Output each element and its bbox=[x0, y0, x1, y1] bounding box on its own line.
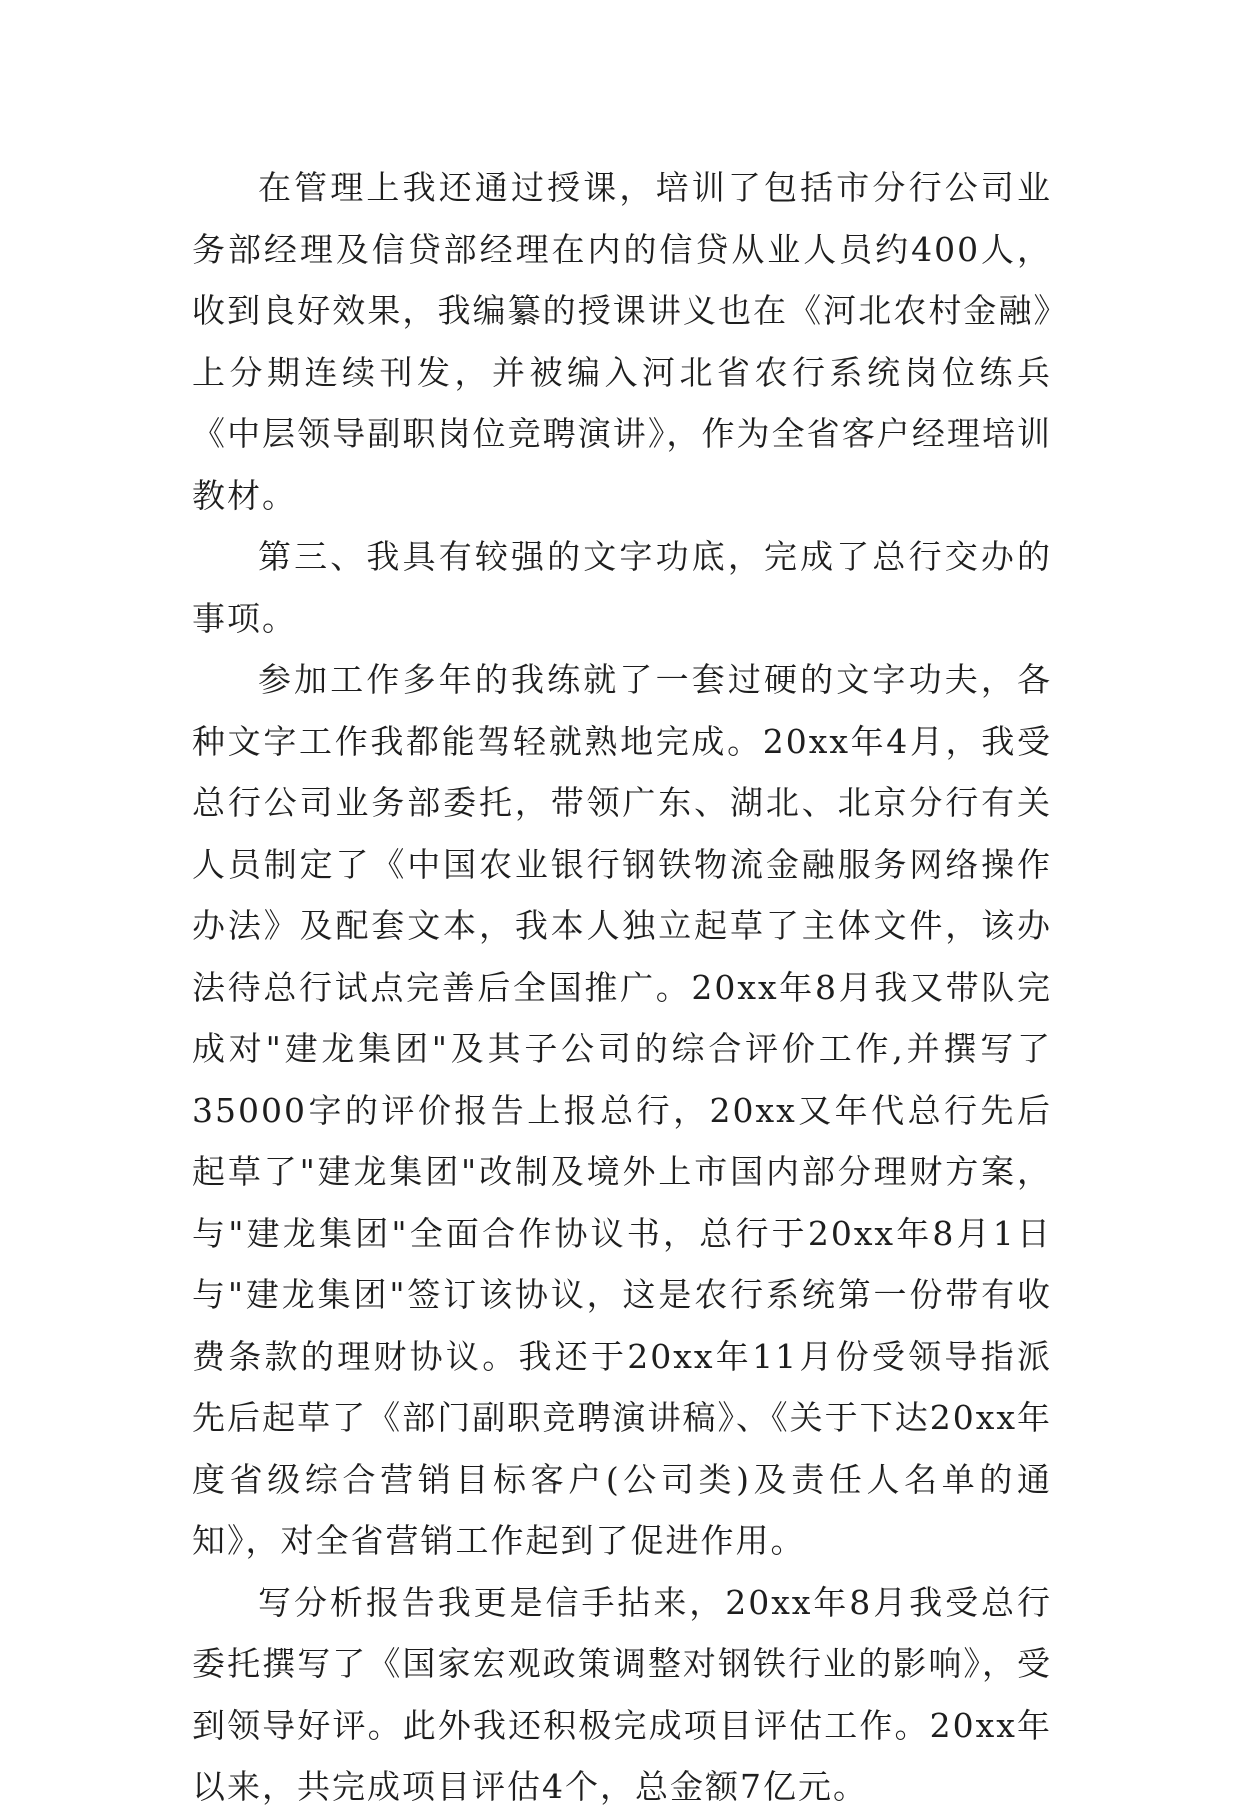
paragraph-writing-work: 参加工作多年的我练就了一套过硬的文字功夫，各种文字工作我都能驾轻就熟地完成。20xx年4月，我受总行公司业务部委托，带领广东、湖北、北京分行有关人员制定了《中国农业银行钢铁物流金融服务网络操作办法》及配套文本，我本人独立起草了主体文件，该办法待总行试点完善后全国推广。20xx年8月我又带队完成对"建龙集团"及其子公司的综合评价工作,并撰写了35000字的评价报告上报总行，20xx又年代总行先后起草了"建龙集团"改制及境外上市国内部分理财方案，与"建龙集团"全面合作协议书，总行于20xx年8月1日与"建龙集团"签订该协议，这是农行系统第一份带有收费条款的理财协议。我还于20xx年11月份受领导指派先后起草了《部门副职竞聘演讲稿》、《关于下达20xx年度省级综合营销目标客户(公司类)及责任人名单的通知》，对全省营销工作起到了促进作用。 bbox=[192, 660, 1052, 1560]
document-body bbox=[192, 157, 1052, 1818]
paragraph-third-point: 第三、我具有较强的文字功底，完成了总行交办的事项。 bbox=[192, 537, 1052, 638]
paragraph-training: 在管理上我还通过授课，培训了包括市分行公司业务部经理及信贷部经理在内的信贷从业人员约400人，收到良好效果，我编纂的授课讲义也在《河北农村金融》上分期连续刊发，并被编入河北省农行系统岗位练兵《中层领导副职岗位竞聘演讲》，作为全省客户经理培训教材。 bbox=[192, 168, 1052, 515]
paragraph-analysis-report: 写分析报告我更是信手拈来，20xx年8月我受总行委托撰写了《国家宏观政策调整对钢铁行业的影响》，受到领导好评。此外我还积极完成项目评估工作。20xx年以来，共完成项目评估4个，总金额7亿元。 bbox=[192, 1582, 1052, 1806]
